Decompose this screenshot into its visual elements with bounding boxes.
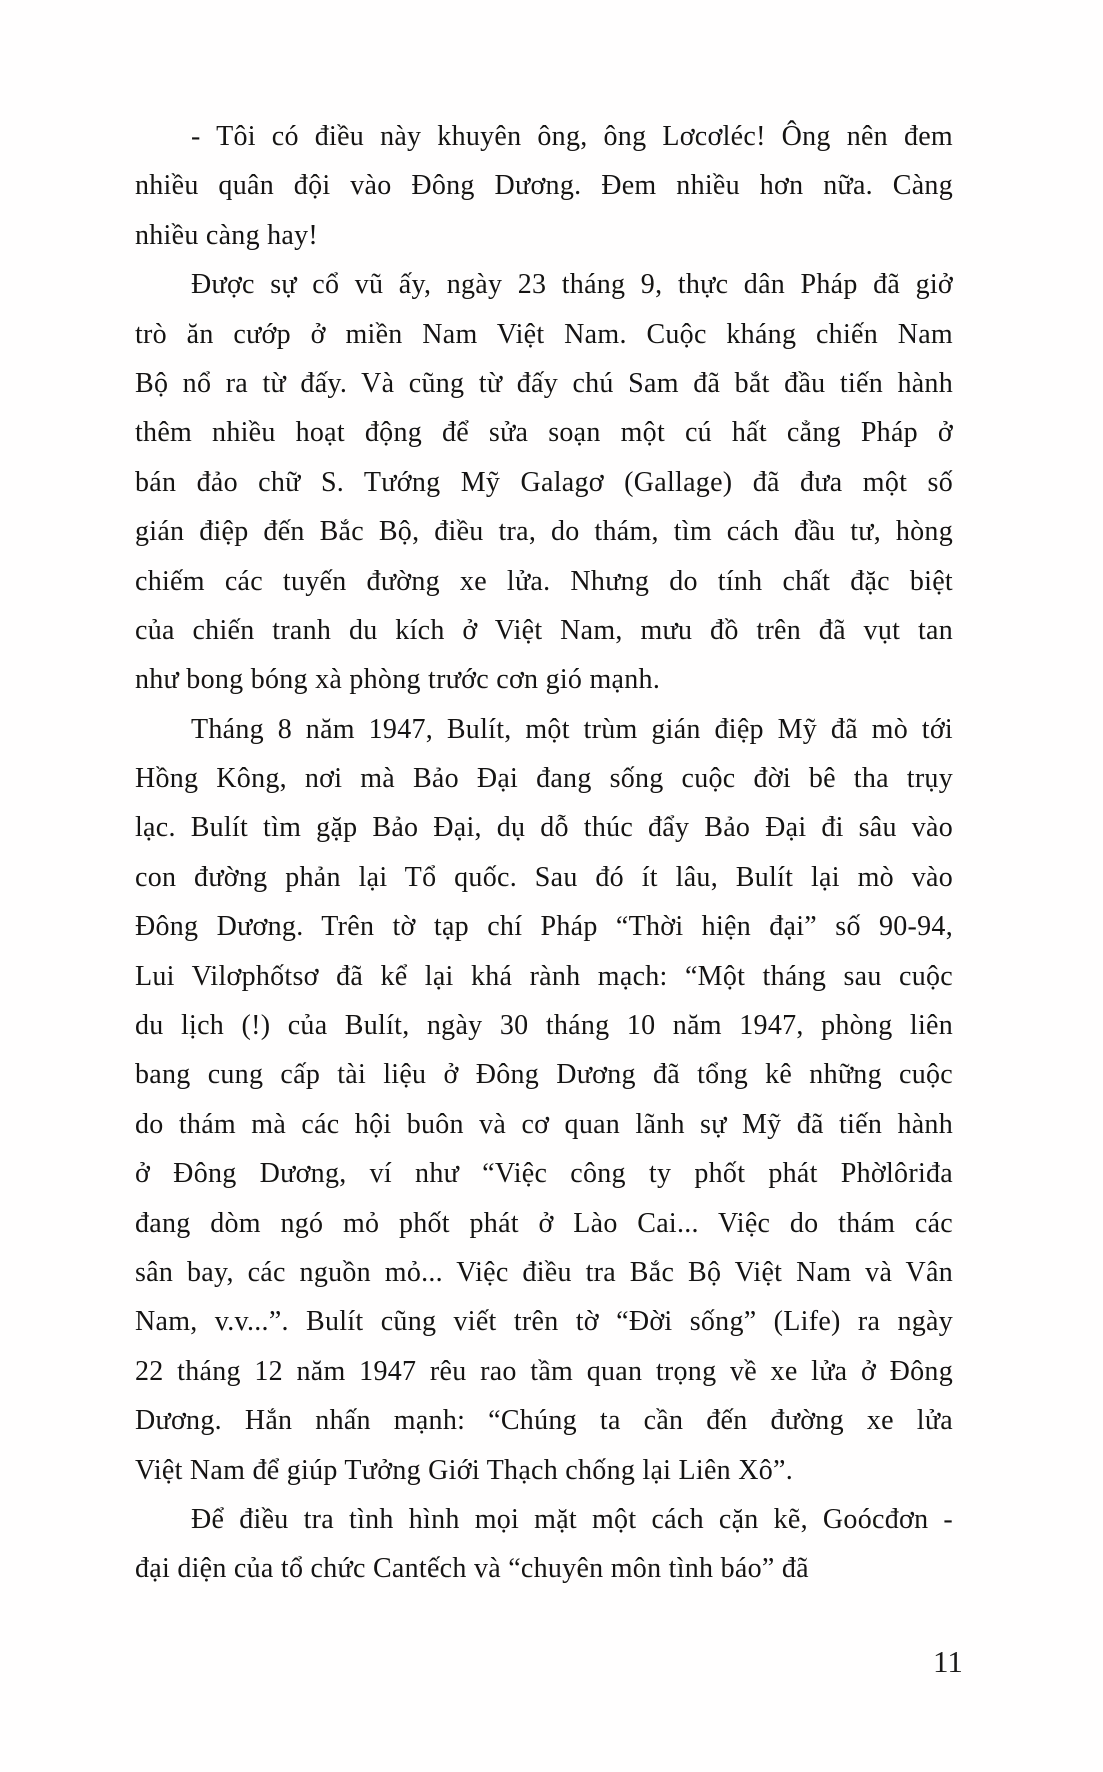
text-line: trò ăn cướp ở miền Nam Việt Nam. Cuộc kháng chiến Nam (135, 318, 953, 350)
text-line: bán đảo chữ S. Tướng Mỹ Galagơ (Gallage) đã đưa một số (135, 466, 953, 498)
text-line: nhiều quân đội vào Đông Dương. Đem nhiều hơn nữa. Càng (135, 170, 953, 202)
text-line: của chiến tranh du kích ở Việt Nam, mưu đồ trên đã vụt tan (135, 614, 953, 646)
text-line: Nam, v.v...”. Bulít cũng viết trên tờ “Đời sống” (Life) ra ngày (135, 1306, 953, 1338)
text-line: như bong bóng xà phòng trước cơn gió mạnh. (135, 664, 661, 696)
paragraph (135, 705, 953, 1495)
paragraph (135, 112, 953, 260)
text-line: con đường phản lại Tổ quốc. Sau đó ít lâu, Bulít lại mò vào (135, 861, 953, 893)
text-line: Tháng 8 năm 1947, Bulít, một trùm gián điệp Mỹ đã mò tới (191, 713, 953, 745)
page-number: 11 (933, 1644, 963, 1679)
text-line: gián điệp đến Bắc Bộ, điều tra, do thám, tìm cách đầu tư, hòng (135, 516, 953, 548)
text-line: Được sự cổ vũ ấy, ngày 23 tháng 9, thực dân Pháp đã giở (191, 269, 953, 301)
text-line: thêm nhiều hoạt động để sửa soạn một cú hất cẳng Pháp ở (135, 417, 953, 449)
text-line: lạc. Bulít tìm gặp Bảo Đại, dụ dỗ thúc đẩy Bảo Đại đi sâu vào (135, 812, 953, 844)
text-line: bang cung cấp tài liệu ở Đông Dương đã tổng kê những cuộc (135, 1059, 953, 1091)
text-line: - Tôi có điều này khuyên ông, ông Lơcơléc! Ông nên đem (191, 121, 953, 152)
text-line: Lui Vilơphốtsơ đã kể lại khá rành mạch: “Một tháng sau cuộc (135, 960, 953, 992)
text-line: do thám mà các hội buôn và cơ quan lãnh sự Mỹ đã tiến hành (135, 1108, 953, 1140)
text-line: sân bay, các nguồn mỏ... Việc điều tra Bắc Bộ Việt Nam và Vân (135, 1256, 953, 1288)
text-line: Đông Dương. Trên tờ tạp chí Pháp “Thời hiện đại” số 90-94, (135, 911, 953, 943)
text-line: đại diện của tổ chức Cantếch và “chuyên môn tình báo” đã (135, 1553, 809, 1585)
text-line: Hồng Kông, nơi mà Bảo Đại đang sống cuộc đời bê tha trụy (135, 763, 953, 795)
text-line: ở Đông Dương, ví như “Việc công ty phốt phát Phờlôriđa (135, 1158, 953, 1190)
text-line: 22 tháng 12 năm 1947 rêu rao tầm quan trọng về xe lửa ở Đông (135, 1355, 953, 1387)
text-line: Bộ nổ ra từ đấy. Và cũng từ đấy chú Sam đã bắt đầu tiến hành (135, 367, 953, 399)
text-line: Việt Nam để giúp Tưởng Giới Thạch chống lại Liên Xô”. (135, 1454, 793, 1486)
text-line: nhiều càng hay! (135, 219, 319, 251)
text-line: Dương. Hắn nhấn mạnh: “Chúng ta cần đến đường xe lửa (135, 1405, 953, 1437)
text-line: chiếm các tuyến đường xe lửa. Nhưng do tính chất đặc biệt (135, 565, 953, 597)
text-line: đang dòm ngó mỏ phốt phát ở Lào Cai... Việc do thám các (135, 1207, 953, 1239)
paragraph (135, 260, 953, 705)
paragraph (135, 1495, 953, 1594)
text-line: du lịch (!) của Bulít, ngày 30 tháng 10 năm 1947, phòng liên (135, 1010, 953, 1042)
page-text-block (135, 112, 953, 1594)
text-line: Để điều tra tình hình mọi mặt một cách cặn kẽ, Goócđơn - (191, 1503, 953, 1535)
